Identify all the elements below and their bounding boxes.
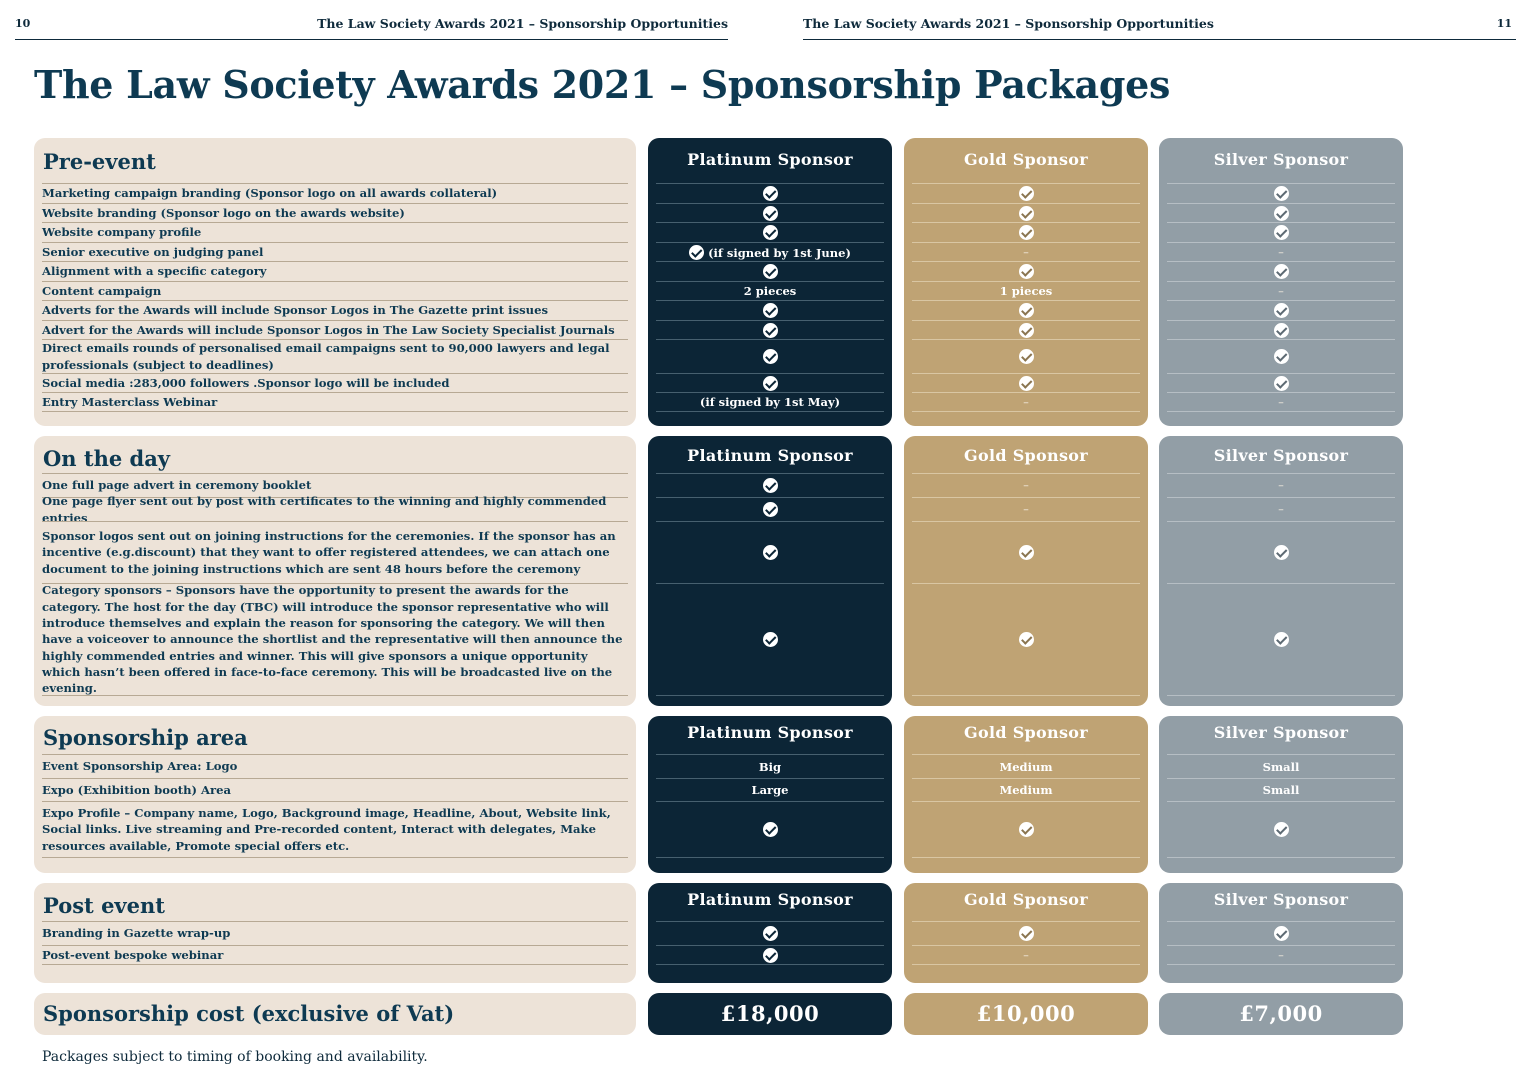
silver-cell bbox=[1167, 222, 1395, 242]
cell-value: Large bbox=[751, 783, 789, 797]
feature-row bbox=[42, 222, 628, 242]
silver-cell bbox=[1167, 339, 1395, 373]
platinum-cell bbox=[656, 801, 884, 858]
checkmark-icon bbox=[763, 822, 778, 837]
silver-cell bbox=[1167, 778, 1395, 801]
section-title: Pre-event bbox=[43, 149, 156, 174]
checkmark-icon bbox=[1019, 264, 1034, 279]
gold-cell bbox=[912, 242, 1140, 262]
platinum-cell bbox=[656, 497, 884, 521]
checkmark-icon bbox=[763, 225, 778, 240]
gold-cell bbox=[912, 339, 1140, 373]
cost-gold: £10,000 bbox=[976, 1001, 1076, 1026]
checkmark-icon bbox=[1019, 926, 1034, 941]
cell-value: Medium bbox=[999, 759, 1053, 774]
gold-cell bbox=[912, 921, 1140, 945]
feature-label: One page flyer sent out by post with certificates to the winning and highly commended entries bbox=[42, 494, 607, 525]
cell-value: (if signed by 1st May) bbox=[699, 395, 841, 409]
right-page-number: 11 bbox=[1496, 17, 1512, 30]
platinum-cell bbox=[656, 261, 884, 281]
silver-cell bbox=[1167, 754, 1395, 778]
feature-label: Expo (Exhibition booth) Area bbox=[42, 782, 232, 797]
silver-cell bbox=[1167, 261, 1395, 281]
checkmark-icon bbox=[1274, 926, 1289, 941]
checkmark-icon bbox=[1274, 225, 1289, 240]
section-panel bbox=[34, 716, 636, 873]
feature-row bbox=[42, 392, 628, 412]
checkmark-icon bbox=[1274, 545, 1289, 560]
gold-cell bbox=[912, 261, 1140, 281]
feature-label: Advert for the Awards will include Sponsor Logos in The Law Society Specialist Journals bbox=[42, 323, 615, 338]
feature-label: Website branding (Sponsor logo on the awards website) bbox=[42, 206, 405, 221]
gold-cell bbox=[912, 521, 1140, 583]
feature-row bbox=[42, 300, 628, 320]
feature-label: Website company profile bbox=[42, 225, 202, 240]
platinum-cell bbox=[656, 778, 884, 801]
section-panel bbox=[34, 436, 636, 706]
gold-cell bbox=[912, 373, 1140, 393]
not-included-dash: – bbox=[1023, 479, 1029, 492]
feature-row bbox=[42, 203, 628, 223]
feature-label: Marketing campaign branding (Sponsor logo on all awards collateral) bbox=[42, 186, 498, 201]
platinum-cell bbox=[656, 392, 884, 412]
silver-cell bbox=[1167, 300, 1395, 320]
silver-cell bbox=[1167, 801, 1395, 858]
feature-label: Branding in Gazette wrap-up bbox=[42, 926, 231, 941]
feature-label: One full page advert in ceremony booklet bbox=[42, 478, 312, 493]
checkmark-icon bbox=[763, 948, 778, 963]
checkmark-icon bbox=[1274, 632, 1289, 647]
gold-cell bbox=[912, 473, 1140, 497]
platinum-cell bbox=[656, 203, 884, 223]
gold-cell bbox=[912, 320, 1140, 340]
cost-platinum-panel bbox=[648, 993, 892, 1035]
silver-cell bbox=[1167, 583, 1395, 696]
platinum-column-title: Platinum Sponsor bbox=[687, 446, 853, 465]
feature-row bbox=[42, 281, 628, 300]
checkmark-icon bbox=[1019, 206, 1034, 221]
silver-cell bbox=[1167, 473, 1395, 497]
not-included-dash: – bbox=[1023, 246, 1029, 259]
silver-column bbox=[1159, 716, 1403, 873]
feature-row bbox=[42, 373, 628, 393]
feature-row bbox=[42, 261, 628, 281]
section-panel bbox=[34, 138, 636, 426]
gold-cell bbox=[912, 300, 1140, 320]
platinum-cell bbox=[656, 281, 884, 300]
gold-cell bbox=[912, 183, 1140, 203]
not-included-dash: – bbox=[1278, 395, 1284, 409]
checkmark-icon bbox=[1019, 545, 1034, 560]
silver-column-title: Silver Sponsor bbox=[1213, 890, 1349, 909]
gold-column bbox=[904, 138, 1148, 426]
feature-row bbox=[42, 583, 628, 696]
platinum-column bbox=[648, 716, 892, 873]
platinum-column bbox=[648, 883, 892, 983]
checkmark-icon bbox=[763, 545, 778, 560]
silver-cell bbox=[1167, 203, 1395, 223]
gold-cell bbox=[912, 222, 1140, 242]
gold-column-title: Gold Sponsor bbox=[964, 446, 1088, 465]
checkmark-icon bbox=[1019, 822, 1034, 837]
platinum-cell bbox=[656, 754, 884, 778]
checkmark-icon bbox=[1019, 376, 1034, 391]
silver-column-title: Silver Sponsor bbox=[1213, 150, 1349, 169]
platinum-cell bbox=[656, 242, 884, 262]
section-title: Post event bbox=[43, 893, 165, 918]
silver-column bbox=[1159, 883, 1403, 983]
feature-label: Post-event bespoke webinar bbox=[42, 947, 224, 962]
section-title: Sponsorship area bbox=[43, 725, 248, 750]
right-page-header bbox=[803, 0, 1516, 40]
gold-column-title: Gold Sponsor bbox=[964, 890, 1088, 909]
cost-silver: £7,000 bbox=[1239, 1001, 1323, 1026]
feature-row bbox=[42, 778, 628, 801]
checkmark-icon bbox=[1274, 206, 1289, 221]
checkmark-icon bbox=[763, 926, 778, 941]
feature-label: Event Sponsorship Area: Logo bbox=[42, 759, 238, 774]
silver-cell bbox=[1167, 373, 1395, 393]
silver-cell bbox=[1167, 521, 1395, 583]
silver-column-title: Silver Sponsor bbox=[1213, 723, 1349, 742]
platinum-cell bbox=[656, 320, 884, 340]
silver-column bbox=[1159, 436, 1403, 706]
footnote: Packages subject to timing of booking and availability. bbox=[42, 1049, 428, 1065]
not-included-dash: – bbox=[1278, 284, 1284, 298]
gold-column-title: Gold Sponsor bbox=[964, 150, 1088, 169]
left-header-title: The Law Society Awards 2021 – Sponsorship Opportunities bbox=[317, 16, 728, 31]
checkmark-icon bbox=[1274, 349, 1289, 364]
silver-cell bbox=[1167, 921, 1395, 945]
not-included-dash: – bbox=[1023, 948, 1029, 962]
silver-cell bbox=[1167, 320, 1395, 340]
page-title: The Law Society Awards 2021 – Sponsorship Packages bbox=[34, 62, 1171, 107]
checkmark-icon bbox=[1274, 186, 1289, 201]
silver-cell bbox=[1167, 945, 1395, 965]
checkmark-icon bbox=[689, 245, 704, 260]
feature-row bbox=[42, 945, 628, 965]
cell-value: Medium bbox=[999, 783, 1053, 797]
checkmark-icon bbox=[1019, 632, 1034, 647]
gold-cell bbox=[912, 203, 1140, 223]
feature-label: Expo Profile – Company name, Logo, Background image, Headline, About, Website link, Social links. Live streaming and Pre-recorded content, Interact with delegates, Make resources available, Promote special offers etc. bbox=[42, 806, 611, 853]
silver-cell bbox=[1167, 497, 1395, 521]
gold-column-title: Gold Sponsor bbox=[964, 723, 1088, 742]
section-title: On the day bbox=[43, 446, 171, 471]
feature-label: Alignment with a specific category bbox=[42, 264, 267, 279]
checkmark-icon bbox=[1274, 264, 1289, 279]
checkmark-icon bbox=[763, 323, 778, 338]
not-included-dash: – bbox=[1278, 246, 1284, 259]
checkmark-icon bbox=[1274, 323, 1289, 338]
silver-column bbox=[1159, 138, 1403, 426]
gold-cell bbox=[912, 801, 1140, 858]
platinum-cell bbox=[656, 583, 884, 696]
checkmark-icon bbox=[1019, 323, 1034, 338]
checkmark-icon bbox=[1274, 303, 1289, 318]
not-included-dash: – bbox=[1278, 479, 1284, 492]
right-header-title: The Law Society Awards 2021 – Sponsorship Opportunities bbox=[803, 16, 1214, 31]
gold-cell bbox=[912, 778, 1140, 801]
cost-gold-panel bbox=[904, 993, 1148, 1035]
feature-label: Category sponsors – Sponsors have the opportunity to present the awards for the category. The host for the day (TBC) will introduce the sponsor representative who will introduce themselves and explain the reason for sponsoring the category. We will then have a voiceover to announce the shortlist and the representative will then announce the highly commended entries and winner. This will give sponsors a unique opportunity which hasn’t been offered in face-to-face ceremony. This will be broadcasted live on the evening. bbox=[42, 583, 623, 696]
cell-value: 2 pieces bbox=[743, 284, 797, 298]
not-included-dash: – bbox=[1023, 503, 1029, 516]
silver-cell bbox=[1167, 281, 1395, 300]
silver-cell bbox=[1167, 242, 1395, 262]
feature-label: Direct emails rounds of personalised email campaigns sent to 90,000 lawyers and legal professionals (subject to deadlines) bbox=[42, 341, 610, 372]
gold-column bbox=[904, 436, 1148, 706]
gold-column bbox=[904, 883, 1148, 983]
checkmark-icon bbox=[1274, 376, 1289, 391]
feature-label: Senior executive on judging panel bbox=[42, 245, 264, 260]
feature-row bbox=[42, 320, 628, 340]
platinum-column-title: Platinum Sponsor bbox=[687, 890, 853, 909]
cost-label-panel bbox=[34, 993, 636, 1035]
gold-cell bbox=[912, 754, 1140, 778]
left-page-header bbox=[15, 0, 728, 40]
checkmark-icon bbox=[1019, 349, 1034, 364]
gold-cell bbox=[912, 497, 1140, 521]
not-included-dash: – bbox=[1278, 948, 1284, 962]
feature-row bbox=[42, 754, 628, 778]
platinum-cell bbox=[656, 473, 884, 497]
platinum-cell bbox=[656, 339, 884, 373]
checkmark-icon bbox=[763, 478, 778, 493]
platinum-cell bbox=[656, 183, 884, 203]
feature-label: Entry Masterclass Webinar bbox=[42, 394, 218, 409]
platinum-cell bbox=[656, 945, 884, 965]
gold-cell bbox=[912, 392, 1140, 412]
feature-row bbox=[42, 339, 628, 373]
checkmark-icon bbox=[763, 349, 778, 364]
feature-label: Content campaign bbox=[42, 283, 162, 298]
platinum-cell bbox=[656, 521, 884, 583]
gold-column bbox=[904, 716, 1148, 873]
feature-label: Sponsor logos sent out on joining instructions for the ceremonies. If the sponsor has an incentive (e.g.discount) that they want to offer registered attendees, we can attach one document to the joining instructions which are sent 48 hours before the ceremony bbox=[42, 529, 616, 576]
feature-row bbox=[42, 801, 628, 858]
feature-row bbox=[42, 183, 628, 203]
cell-value: Small bbox=[1262, 783, 1300, 797]
not-included-dash: – bbox=[1023, 395, 1029, 409]
checkmark-icon bbox=[1274, 822, 1289, 837]
cost-silver-panel bbox=[1159, 993, 1403, 1035]
feature-row bbox=[42, 521, 628, 583]
platinum-column-title: Platinum Sponsor bbox=[687, 150, 853, 169]
cell-value: 1 pieces bbox=[999, 284, 1053, 298]
checkmark-icon bbox=[763, 186, 778, 201]
feature-label: Social media :283,000 followers .Sponsor logo will be included bbox=[42, 376, 450, 391]
silver-column-title: Silver Sponsor bbox=[1213, 446, 1349, 465]
checkmark-icon bbox=[763, 303, 778, 318]
checkmark-icon bbox=[763, 206, 778, 221]
platinum-cell bbox=[656, 300, 884, 320]
platinum-cell bbox=[656, 921, 884, 945]
platinum-cell bbox=[656, 373, 884, 393]
checkmark-icon bbox=[763, 376, 778, 391]
gold-cell bbox=[912, 281, 1140, 300]
left-page-number: 10 bbox=[15, 17, 31, 30]
cell-note: (if signed by 1st June) bbox=[708, 245, 851, 260]
platinum-cell bbox=[656, 222, 884, 242]
gold-cell bbox=[912, 945, 1140, 965]
cost-platinum: £18,000 bbox=[720, 1001, 820, 1026]
platinum-column bbox=[648, 436, 892, 706]
checkmark-icon bbox=[1019, 186, 1034, 201]
feature-label: Adverts for the Awards will include Sponsor Logos in The Gazette print issues bbox=[42, 303, 548, 318]
not-included-dash: – bbox=[1278, 503, 1284, 516]
checkmark-icon bbox=[1019, 225, 1034, 240]
checkmark-icon bbox=[1019, 303, 1034, 318]
platinum-column bbox=[648, 138, 892, 426]
checkmark-icon bbox=[763, 632, 778, 647]
cost-label: Sponsorship cost (exclusive of Vat) bbox=[43, 1001, 455, 1026]
feature-row bbox=[42, 242, 628, 262]
cell-value: Small bbox=[1262, 759, 1300, 774]
cell-value: Big bbox=[758, 759, 782, 774]
checkmark-icon bbox=[763, 502, 778, 517]
section-panel bbox=[34, 883, 636, 983]
silver-cell bbox=[1167, 392, 1395, 412]
checkmark-icon bbox=[763, 264, 778, 279]
silver-cell bbox=[1167, 183, 1395, 203]
platinum-column-title: Platinum Sponsor bbox=[687, 723, 853, 742]
gold-cell bbox=[912, 583, 1140, 696]
feature-row bbox=[42, 494, 628, 525]
feature-row bbox=[42, 921, 628, 945]
